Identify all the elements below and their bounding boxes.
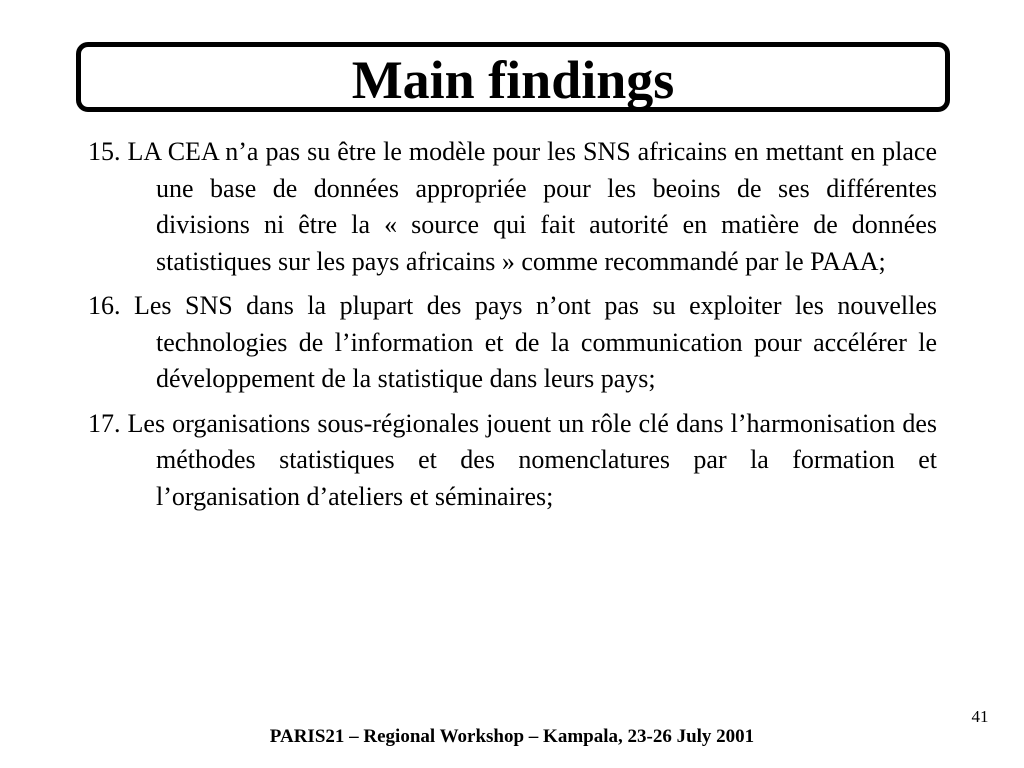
finding-number: 16. (88, 291, 121, 320)
finding-item-16 (88, 288, 937, 398)
findings-list (88, 134, 937, 523)
finding-item-15 (88, 134, 937, 280)
page-number: 41 (971, 707, 989, 726)
finding-text: Les SNS dans la plupart des pays n’ont pas su exploiter les nouvelles technologies de l’information et de la communication pour accélérer le développement de la statistique dans leurs pays; (133, 291, 937, 393)
slide-title: Main findings (351, 50, 675, 110)
finding-item-17 (88, 406, 937, 516)
finding-number: 17. (88, 408, 121, 438)
finding-text: Les organisations sous-régionales jouent un rôle clé dans l’harmonisation des méthodes statistiques et des nomenclatures par la formation et l’organisation d’ateliers et séminaires; (127, 408, 938, 511)
finding-number: 15. (88, 137, 121, 166)
slide-footer: PARIS21 – Regional Workshop – Kampala, 23-26 July 2001 (269, 726, 755, 747)
finding-text: LA CEA n’a pas su être le modèle pour les SNS africains en mettant en place une base de données appropriée pour les beoins de ses différentes divisions ni être la « source qui fait autorité en matière de données statistiques sur les pays africains » comme recommandé par le PAAA; (127, 137, 938, 276)
